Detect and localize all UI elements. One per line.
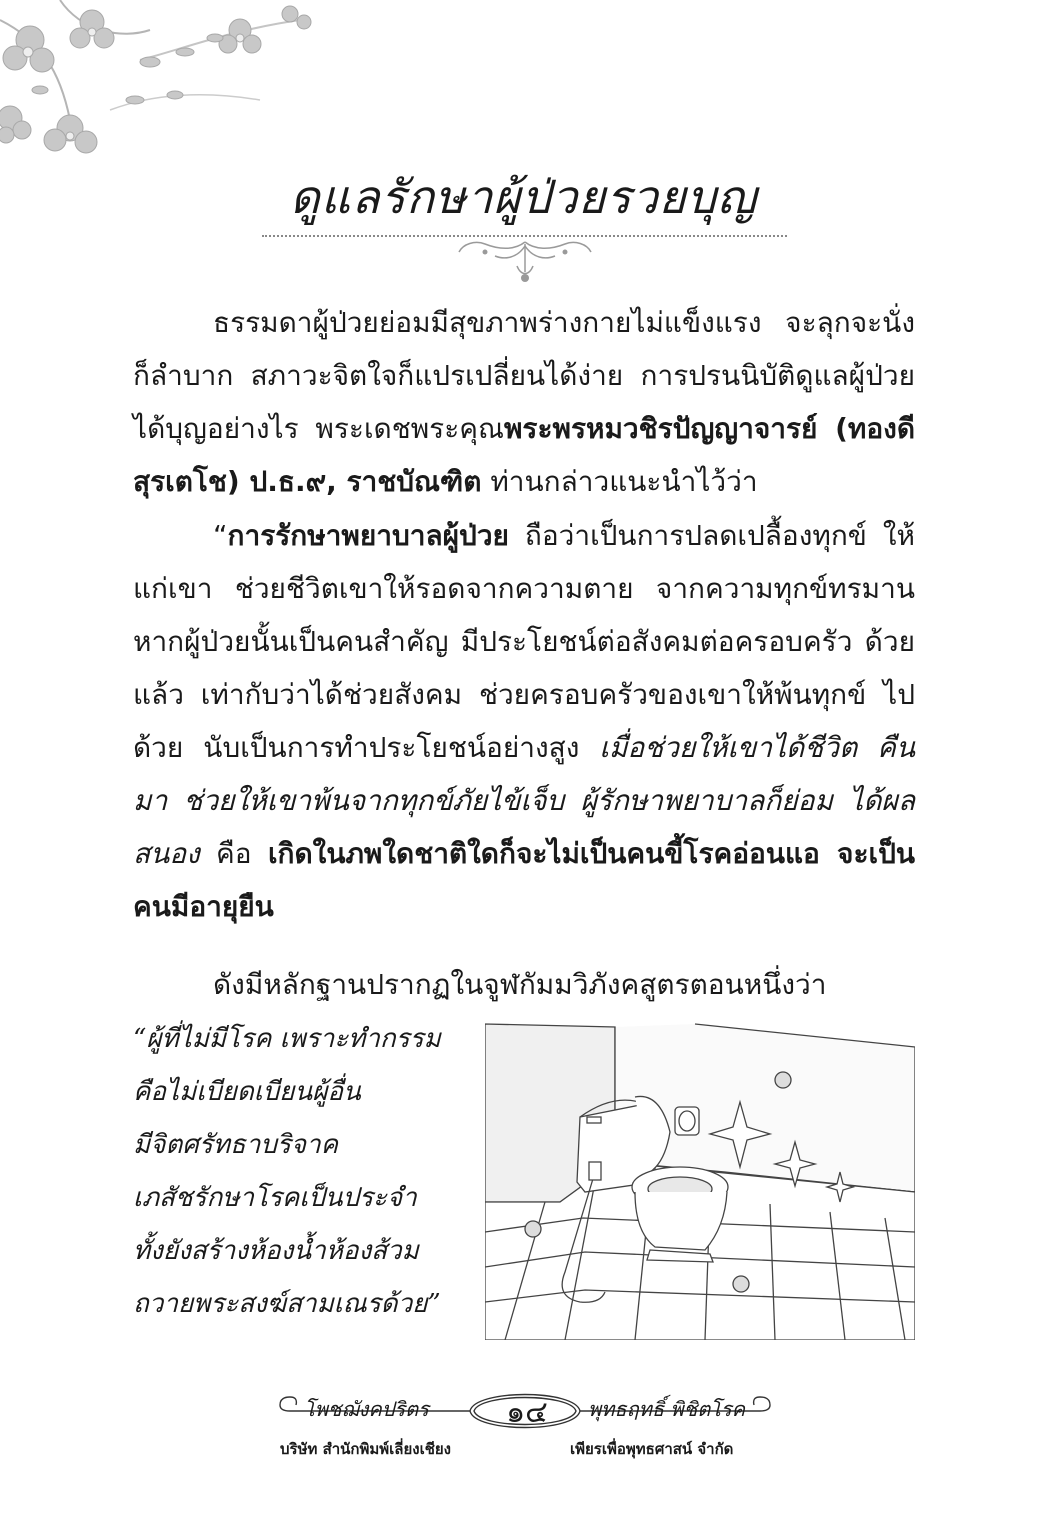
quote-line: มีจิตศรัทธาบริจาค: [133, 1130, 339, 1160]
publisher-right: เพียรเพื่อพุทธศาสน์ จำกัด: [570, 1440, 734, 1458]
floral-corner-decoration: [0, 0, 330, 170]
paragraph-intro-ending: ท่านกล่าวแนะนำไว้ว่า: [481, 465, 758, 498]
teaching-text: ถือว่าเป็นการปลดเปลื้องทุกข์ ให้แก่เขา ช่วยชีวิตเขาให้รอดจากความตาย จากความทุกข์ทรมาน หากผู้ป่วยนั้นเป็นคนสำคัญ มีประโยชน์ต่อสังคมต่อครอบครัว ด้วยแล้ว เท่ากับว่าได้ช่วยสังคม ช่วยครอบครัวของเขาให้พ้นทุกข์ ไปด้วย นับเป็นการทำประโยชน์อย่างสูง: [133, 519, 915, 764]
quote-line: คือไม่เบียดเบียนผู้อื่น: [133, 1077, 361, 1107]
footer-left-title: โพชฌังคปริตร: [304, 1397, 429, 1421]
teaching-connector: คือ: [199, 837, 268, 870]
teaching-italic: เมื่อช่วยให้เขาได้ชีวิต คืนมา ช่วยให้เขาพ้นจากทุกข์ภัยไข้เจ็บ ผู้รักษาพยาบาลก็ย่อม ได้ผลสนอง: [133, 731, 915, 870]
page-title: ดูแลรักษาผู้ป่วยรวยบุญ: [289, 170, 758, 224]
evidence-text: ดังมีหลักฐานปรากฏในจูฬกัมมวิภังคสูตรตอนหนึ่งว่า: [213, 968, 827, 1001]
title-ornament: [445, 236, 605, 288]
teaching-result: เกิดในภพใดชาติใดก็จะไม่เป็นคนขี้โรคอ่อนแอ จะเป็นคนมีอายุยืน: [133, 837, 915, 923]
publisher-left: บริษัท สำนักพิมพ์เลี่ยงเชียง: [280, 1440, 452, 1458]
open-quote: “: [213, 519, 228, 552]
monk-name: พระพรหมวชิรปัญญาจารย์ (ทองดี สุรเตโช) ป.ธ.๙, ราชบัณฑิต: [133, 412, 915, 498]
teaching-heading: การรักษาพยาบาลผู้ป่วย: [227, 519, 509, 552]
footer-right-title: พุทธฤทธิ์ พิชิตโรค: [588, 1397, 746, 1421]
quote-line: “ผู้ที่ไม่มีโรค เพราะทำกรรม: [133, 1024, 441, 1054]
toilet-illustration: [485, 1022, 915, 1340]
quote-line: ถวายพระสงฆ์สามเณรด้วย”: [133, 1289, 441, 1319]
page-footer: [270, 1385, 780, 1465]
paragraph-intro: [133, 296, 915, 508]
paragraph-teaching: [133, 509, 915, 933]
quote-line: เภสัชรักษาโรคเป็นประจำ: [133, 1183, 417, 1213]
sutta-quote: [133, 1013, 483, 1331]
quote-line: ทั้งยังสร้างห้องน้ำห้องส้วม: [133, 1236, 419, 1266]
paragraph-evidence: [133, 958, 915, 1011]
paragraph-intro-text: ธรรมดาผู้ป่วยย่อมมีสุขภาพร่างกายไม่แข็งแรง จะลุกจะนั่ง ก็ลำบาก สภาวะจิตใจก็แปรเปลี่ยนได้ง่าย การปรนนิบัติดูแลผู้ป่วย ได้บุญอย่างไร พระเดชพระคุณ: [133, 306, 915, 445]
page-number: ๑๔: [506, 1395, 548, 1430]
